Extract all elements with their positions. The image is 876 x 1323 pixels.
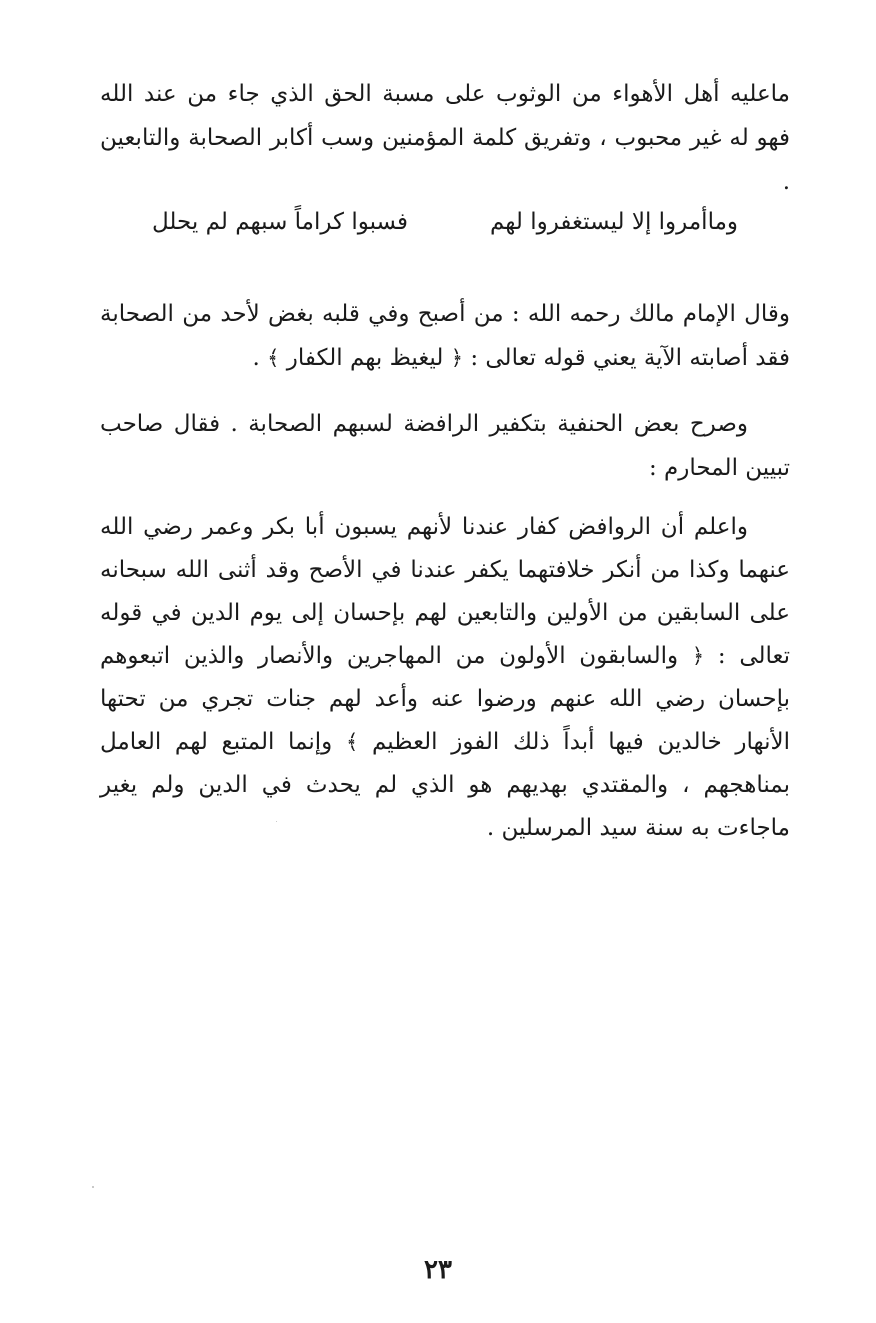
paragraph-rawafid — [100, 506, 790, 850]
quran-close-bracket: ﴾ — [267, 346, 280, 370]
paragraph-rawafid-text: واعلم أن الروافض كفار عندنا لأنهم يسبون أبا بكر وعمر رضي الله عنهما وكذا من أنكر خلافتهما يكفر عندنا في الأصح وقد أثنى الله سبحانه على السابقين من الأولين والتابعين لهم بإحسان إلى يوم الدين في قوله تعالى : — [100, 514, 791, 669]
paragraph-rawafid-ending: وإنما المتبع لهم العامل بمناهجهم ، والمقتدي بهديهم هو الذي لم يحدث في الدين ولم يغير ماجاءت به سنة سيد المرسلين . — [100, 729, 790, 841]
paragraph-hanafi: وصرح بعض الحنفية بتكفير الرافضة لسبهم الصحابة . فقال صاحب تبيين المحارم : — [100, 411, 790, 481]
poetry-verse — [100, 198, 790, 246]
quran-quote: ليغيظ بهم الكفار — [286, 345, 444, 371]
quran-quote: والسابقون الأولون من المهاجرين والأنصار والذين اتبعوهم بإحسان رضي الله عنهم ورضوا عنه وأعد لهم جنات تجري من تحتها الأنهار خالدين فيها أبداً ذلك الفوز العظيم — [100, 643, 791, 755]
paragraph-opening: ماعليه أهل الأهواء من الوثوب على مسبة الحق الذي جاء من عند الله فهو له غير محبوب ، وتفريق كلمة المؤمنين وسب أكابر الصحابة والتابعين . — [100, 81, 790, 195]
verse-second-hemistich: فسبوا كراماً سبهم لم يحلل — [152, 209, 409, 235]
paragraph-imam-malik — [100, 292, 790, 380]
scan-speck — [92, 1186, 94, 1188]
quran-open-bracket: ﴿ — [691, 644, 705, 668]
quran-close-bracket: ﴾ — [345, 730, 359, 754]
scan-speck — [276, 821, 277, 822]
quran-open-bracket: ﴿ — [450, 346, 464, 370]
page-number: ٢٣ — [424, 1255, 452, 1285]
verse-first-hemistich: وماأمروا إلا ليستغفروا لهم — [489, 209, 738, 235]
paragraph-imam-malik-text: وقال الإمام مالك رحمه الله : من أصبح وفي قلبه بغض لأحد من الصحابة فقد أصابته الآية يعني قوله تعالى : — [100, 301, 790, 371]
sentence-end: . — [252, 345, 260, 371]
